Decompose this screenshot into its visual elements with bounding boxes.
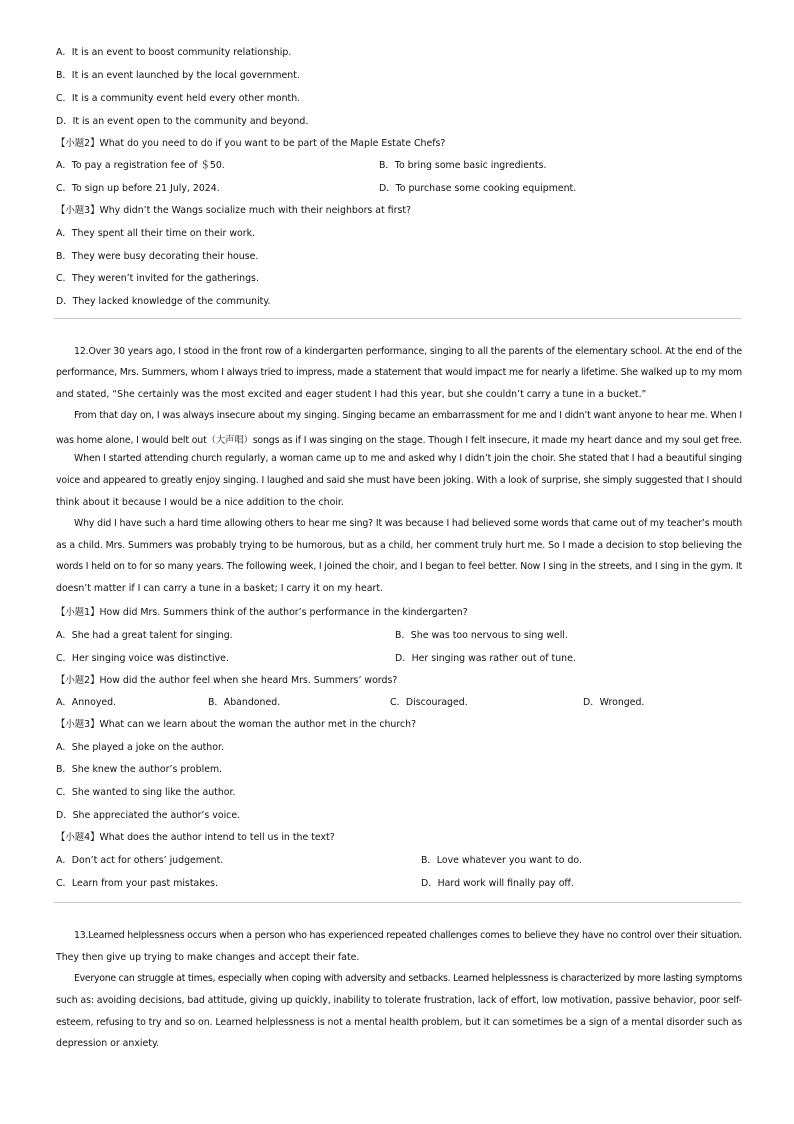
q11-q3-option-a: A．They spent all their time on their work.: [56, 228, 256, 239]
q13-passage-line: depression or anxiety.: [56, 1038, 160, 1049]
q12-q1-option-d: D．Her singing was rather out of tune.: [395, 653, 576, 664]
q12-q3-option-c: C．She wanted to sing like the author.: [56, 787, 236, 798]
q13-passage-line: such as: avoiding decisions, bad attitude, giving up quickly, inability to tolerate frustration, lack of effort, low motivation, passive behavior, poor self-: [56, 995, 742, 1006]
q12-q3-stem: 【小题3】What can we learn about the woman the author met in the church?: [56, 719, 417, 730]
q11-q1-option-a: A．It is an event to boost community relationship.: [56, 47, 292, 58]
q12-q3-option-a: A．She played a joke on the author.: [56, 742, 224, 753]
q12-q1-stem: 【小题1】How did Mrs. Summers think of the author’s performance in the kindergarten?: [56, 607, 468, 618]
q11-q1-option-c: C．It is a community event held every other month.: [56, 93, 301, 104]
q12-passage-line: voice and appeared to greatly enjoy singing. I laughed and said she must have been joking. With a look of surprise, she simply suggested that I should: [56, 475, 742, 486]
q12-passage-line: doesn’t matter if I can carry a tune in a basket; I carry it on my heart.: [56, 583, 383, 594]
q12-q3-option-d: D．She appreciated the author’s voice.: [56, 810, 241, 821]
q12-passage-line: When I started attending church regularly, a woman came up to me and asked why I didn’t join the choir. She stated that I had a beautiful singing: [74, 453, 742, 464]
q13-passage-line: esteem, refusing to try and so on. Learned helplessness is not a mental health problem, but it can sometimes be a sign of a mental disorder such as: [56, 1017, 742, 1028]
q12-passage-line: words I held on to for so many years. The following week, I joined the choir, and I began to feel better. Now I sing in the streets, and I sing in the gym. It: [56, 561, 742, 572]
q12-passage-line: Why did I have such a hard time allowing others to hear me sing? It was because I had believed some words that came out of my teacher’s mouth: [74, 518, 742, 529]
q12-q1-option-a: A．She had a great talent for singing.: [56, 630, 233, 641]
q12-q2-option-b: B．Abandoned.: [208, 697, 281, 708]
q11-q3-stem: 【小题3】Why didn’t the Wangs socialize much with their neighbors at first?: [56, 205, 411, 216]
q12-passage-line: think about it because I would be a nice addition to the choir.: [56, 497, 344, 508]
q13-passage-line: 13.Learned helplessness occurs when a person who has experienced repeated challenges comes to believe they have no control over their situation.: [74, 930, 742, 941]
q11-q2-option-a: A．To pay a registration fee of ＄50.: [56, 160, 225, 171]
q13-passage-line: They then give up trying to make changes and accept their fate.: [56, 952, 360, 963]
q12-q1-option-c: C．Her singing voice was distinctive.: [56, 653, 229, 664]
q11-q2-stem: 【小题2】What do you need to do if you want to be part of the Maple Estate Chefs?: [56, 138, 446, 149]
q12-q1-option-b: B．She was too nervous to sing well.: [395, 630, 568, 641]
q11-q3-option-d: D．They lacked knowledge of the community.: [56, 296, 271, 307]
q12-passage-line: and stated, “She certainly was the most excited and eager student I had this year, but she couldn’t carry a tune in a bucket.”: [56, 389, 647, 400]
q12-passage-line: performance, Mrs. Summers, whom I always tried to impress, made a statement that would impact me for nearly a lifetime. She walked up to my mom: [56, 367, 742, 378]
q11-q2-option-d: D．To purchase some cooking equipment.: [379, 183, 577, 194]
q12-q3-option-b: B．She knew the author’s problem.: [56, 764, 223, 775]
q11-q1-option-d: D．It is an event open to the community and beyond.: [56, 116, 309, 127]
q12-passage-line: 12.Over 30 years ago, I stood in the front row of a kindergarten performance, singing to all the parents of the elementary school. At the end of the: [74, 346, 742, 357]
q11-q2-option-b: B．To bring some basic ingredients.: [379, 160, 547, 171]
q11-q2-option-c: C．To sign up before 21 July, 2024.: [56, 183, 220, 194]
q11-q1-option-b: B．It is an event launched by the local government.: [56, 70, 300, 81]
q12-passage-line: as a child. Mrs. Summers was probably trying to be humorous, but as a child, her comment truly hurt me. So I made a decision to stop believing the: [56, 540, 742, 551]
q12-q4-option-d: D．Hard work will finally pay off.: [421, 878, 574, 889]
q12-q4-option-a: A．Don’t act for others’ judgement.: [56, 855, 224, 866]
q12-q2-option-d: D．Wronged.: [583, 697, 645, 708]
q13-passage-line: Everyone can struggle at times, especially when coping with adversity and setbacks. Learned helplessness is characterized by more lasting symptoms: [74, 973, 742, 984]
q12-q2-option-c: C．Discouraged.: [390, 697, 468, 708]
section-divider: [54, 318, 741, 319]
q12-passage-line: was home alone, I would belt out（大声唱）songs as if I was singing on the stage. Though I felt insecure, it made my heart dance and my soul get free.: [56, 435, 742, 446]
q12-q2-stem: 【小题2】How did the author feel when she heard Mrs. Summers’ words?: [56, 675, 398, 686]
q12-passage-line: From that day on, I was always insecure about my singing. Singing became an embarrassment for me and I didn’t want anyone to hear me. When I: [74, 410, 742, 421]
q11-q3-option-b: B．They were busy decorating their house.: [56, 251, 259, 262]
q12-q4-option-b: B．Love whatever you want to do.: [421, 855, 582, 866]
q12-q2-option-a: A．Annoyed.: [56, 697, 117, 708]
q12-q4-option-c: C．Learn from your past mistakes.: [56, 878, 218, 889]
q11-q3-option-c: C．They weren’t invited for the gatherings.: [56, 273, 259, 284]
q12-q4-stem: 【小题4】What does the author intend to tell us in the text?: [56, 832, 335, 843]
section-divider: [54, 902, 741, 903]
